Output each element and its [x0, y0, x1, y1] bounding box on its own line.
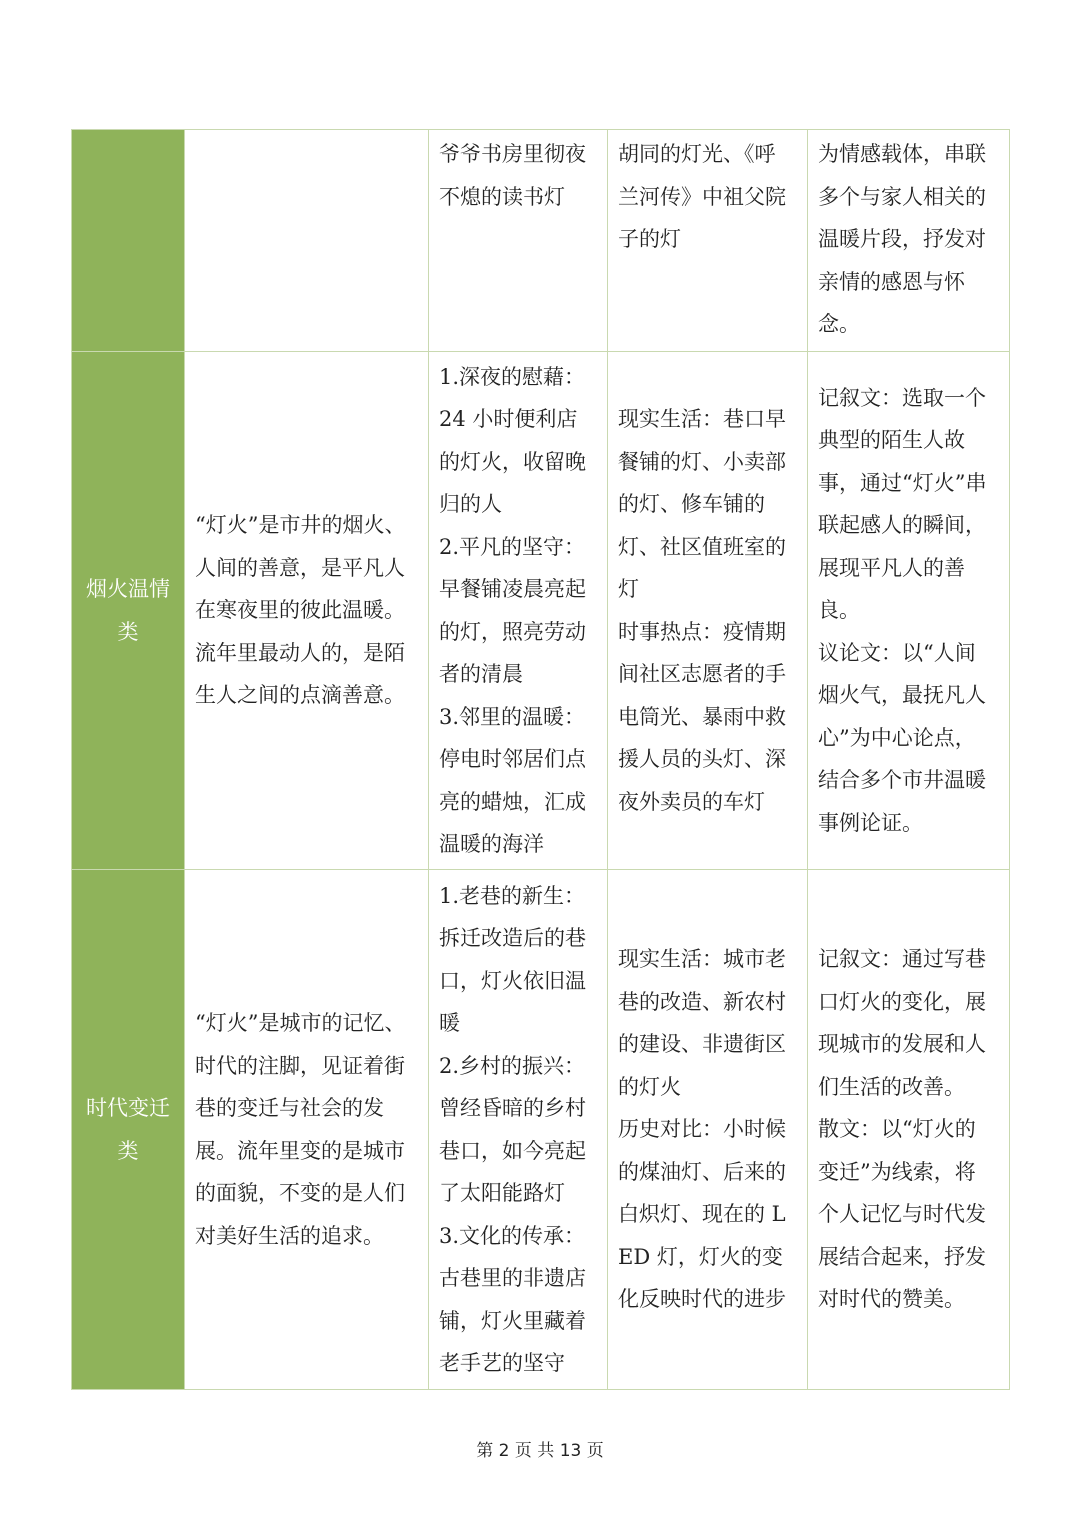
examples-text: 1.深夜的慰藉：24 小时便利店的灯火，收留晚归的人 2.平凡的坚守：早餐铺凌晨亮起的灯，照亮劳动者的清晨 3.邻里的温暖：停电时邻居们点亮的蜡烛，汇成温暖的海洋: [439, 364, 586, 856]
theme-text: [195, 130, 414, 133]
materials-cell: [608, 352, 808, 870]
table-row: [72, 870, 1010, 1390]
page-number-footer: 第 2 页 共 13 页: [476, 1441, 604, 1461]
category-cell: [72, 130, 185, 352]
content-table: [71, 129, 1010, 1390]
category-cell: [72, 870, 185, 1390]
theme-cell: [185, 352, 429, 870]
materials-cell: [608, 870, 808, 1390]
materials-text: 胡同的灯光、《呼兰河传》中祖父院子的灯: [618, 142, 786, 251]
theme-cell: [185, 870, 429, 1390]
writing-cell: [808, 352, 1010, 870]
examples-text: 1.老巷的新生：拆迁改造后的巷口，灯火依旧温暖 2.乡村的振兴：曾经昏暗的乡村巷口，如今亮起了太阳能路灯 3.文化的传承：古巷里的非遗店铺，灯火里藏着老手艺的坚守: [439, 883, 586, 1375]
category-label: 烟火温情类: [86, 577, 170, 644]
writing-cell: [808, 130, 1010, 352]
category-label: 时代变迁类: [86, 1096, 170, 1163]
writing-text: 记叙文：选取一个典型的陌生人故事，通过“灯火”串联起感人的瞬间，展现平凡人的善良。 议论文：以“人间烟火气，最抚凡人心”为中心论点，结合多个市井温暖事例论证。: [818, 385, 987, 835]
materials-cell: [608, 130, 808, 352]
materials-text: 现实生活：巷口早餐铺的灯、小卖部的灯、修车铺的灯、社区值班室的灯 时事热点：疫情期间社区志愿者的手电筒光、暴雨中救援人员的头灯、深夜外卖员的车灯: [618, 407, 786, 814]
table-row: [72, 352, 1010, 870]
table-row: [72, 130, 1010, 352]
theme-text: “灯火”是市井的烟火、人间的善意，是平凡人在寒夜里的彼此温暖。流年里最动人的，是陌生人之间的点滴善意。: [195, 513, 406, 708]
examples-cell: [429, 352, 608, 870]
writing-text: 记叙文：通过写巷口灯火的变化，展现城市的发展和人们生活的改善。 散文：以“灯火的变迁”为线索，将个人记忆与时代发展结合起来，抒发对时代的赞美。: [818, 947, 986, 1312]
writing-text: 为情感载体，串联多个与家人相关的温暖片段，抒发对亲情的感恩与怀念。: [818, 142, 986, 336]
writing-cell: [808, 870, 1010, 1390]
theme-cell: [185, 130, 429, 352]
category-cell: [72, 352, 185, 870]
examples-text: 爷爷书房里彻夜不熄的读书灯: [439, 142, 586, 209]
materials-text: 现实生活：城市老巷的改造、新农村的建设、非遗街区的灯火 历史对比：小时候的煤油灯、后来的白炽灯、现在的 LED 灯，灯火的变化反映时代的进步: [618, 947, 786, 1312]
examples-cell: [429, 130, 608, 352]
examples-cell: [429, 870, 608, 1390]
theme-text: “灯火”是城市的记忆、时代的注脚，见证着街巷的变迁与社会的发展。流年里变的是城市的面貌，不变的是人们对美好生活的追求。: [195, 1011, 406, 1248]
